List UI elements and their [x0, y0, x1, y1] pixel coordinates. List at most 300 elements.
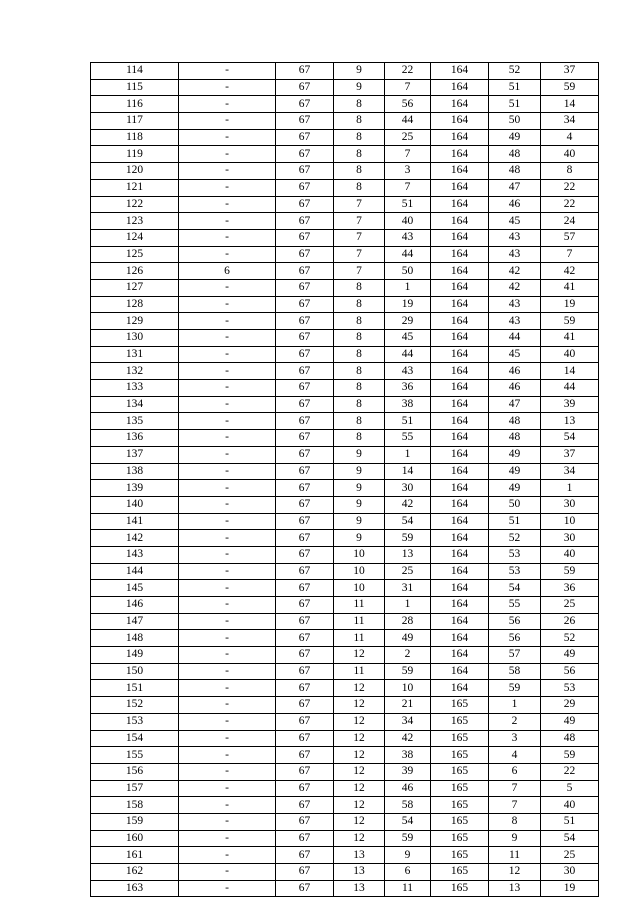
marker-cell: -	[179, 613, 276, 630]
value-e-cell: 49	[489, 463, 541, 480]
value-b-cell: 10	[334, 580, 385, 597]
value-b-cell: 7	[334, 229, 385, 246]
value-f-cell: 25	[541, 597, 599, 614]
value-c-cell: 45	[385, 330, 431, 347]
value-d-cell: 164	[431, 79, 489, 96]
value-b-cell: 9	[334, 480, 385, 497]
value-d-cell: 165	[431, 797, 489, 814]
value-a-cell: 67	[276, 880, 334, 897]
table-row	[91, 313, 599, 330]
value-d-cell: 164	[431, 346, 489, 363]
marker-cell: -	[179, 380, 276, 397]
row-number-cell: 126	[91, 263, 179, 280]
value-d-cell: 164	[431, 647, 489, 664]
value-a-cell: 67	[276, 96, 334, 113]
value-a-cell: 67	[276, 513, 334, 530]
value-d-cell: 165	[431, 864, 489, 881]
value-a-cell: 67	[276, 179, 334, 196]
value-e-cell: 53	[489, 546, 541, 563]
marker-cell: -	[179, 146, 276, 163]
value-d-cell: 164	[431, 246, 489, 263]
row-number-cell: 131	[91, 346, 179, 363]
value-a-cell: 67	[276, 613, 334, 630]
value-d-cell: 164	[431, 530, 489, 547]
value-f-cell: 19	[541, 296, 599, 313]
table-row	[91, 380, 599, 397]
table-row	[91, 713, 599, 730]
table-row	[91, 563, 599, 580]
marker-cell: -	[179, 246, 276, 263]
marker-cell: -	[179, 113, 276, 130]
row-number-cell: 142	[91, 530, 179, 547]
value-d-cell: 165	[431, 763, 489, 780]
value-f-cell: 25	[541, 847, 599, 864]
marker-cell: -	[179, 597, 276, 614]
value-d-cell: 164	[431, 146, 489, 163]
value-b-cell: 9	[334, 446, 385, 463]
marker-cell: -	[179, 196, 276, 213]
value-b-cell: 8	[334, 430, 385, 447]
row-number-cell: 139	[91, 480, 179, 497]
row-number-cell: 136	[91, 430, 179, 447]
value-d-cell: 164	[431, 313, 489, 330]
value-c-cell: 59	[385, 830, 431, 847]
marker-cell: -	[179, 813, 276, 830]
table-row	[91, 296, 599, 313]
value-c-cell: 1	[385, 597, 431, 614]
value-f-cell: 30	[541, 530, 599, 547]
value-b-cell: 8	[334, 113, 385, 130]
value-d-cell: 164	[431, 463, 489, 480]
row-number-cell: 124	[91, 229, 179, 246]
value-f-cell: 54	[541, 430, 599, 447]
row-number-cell: 133	[91, 380, 179, 397]
table-row	[91, 279, 599, 296]
value-e-cell: 51	[489, 79, 541, 96]
value-d-cell: 164	[431, 163, 489, 180]
value-e-cell: 42	[489, 263, 541, 280]
value-a-cell: 67	[276, 546, 334, 563]
value-a-cell: 67	[276, 330, 334, 347]
value-b-cell: 10	[334, 546, 385, 563]
table-row	[91, 363, 599, 380]
table-row	[91, 730, 599, 747]
row-number-cell: 140	[91, 496, 179, 513]
value-d-cell: 164	[431, 680, 489, 697]
table-row	[91, 163, 599, 180]
value-e-cell: 4	[489, 747, 541, 764]
value-b-cell: 8	[334, 330, 385, 347]
value-c-cell: 11	[385, 880, 431, 897]
value-a-cell: 67	[276, 446, 334, 463]
value-c-cell: 30	[385, 480, 431, 497]
value-d-cell: 164	[431, 63, 489, 80]
marker-cell: -	[179, 313, 276, 330]
value-a-cell: 67	[276, 647, 334, 664]
value-a-cell: 67	[276, 480, 334, 497]
table-row	[91, 546, 599, 563]
row-number-cell: 128	[91, 296, 179, 313]
value-f-cell: 34	[541, 463, 599, 480]
value-f-cell: 49	[541, 647, 599, 664]
value-e-cell: 43	[489, 313, 541, 330]
value-d-cell: 164	[431, 263, 489, 280]
row-number-cell: 151	[91, 680, 179, 697]
value-c-cell: 28	[385, 613, 431, 630]
value-b-cell: 9	[334, 63, 385, 80]
value-a-cell: 67	[276, 813, 334, 830]
value-d-cell: 164	[431, 446, 489, 463]
marker-cell: -	[179, 697, 276, 714]
value-c-cell: 43	[385, 229, 431, 246]
row-number-cell: 118	[91, 129, 179, 146]
row-number-cell: 150	[91, 663, 179, 680]
table-row	[91, 830, 599, 847]
row-number-cell: 145	[91, 580, 179, 597]
value-a-cell: 67	[276, 697, 334, 714]
value-c-cell: 6	[385, 864, 431, 881]
marker-cell: -	[179, 563, 276, 580]
value-b-cell: 9	[334, 496, 385, 513]
value-c-cell: 39	[385, 763, 431, 780]
value-e-cell: 46	[489, 363, 541, 380]
value-e-cell: 7	[489, 780, 541, 797]
table-row	[91, 213, 599, 230]
value-a-cell: 67	[276, 196, 334, 213]
value-f-cell: 52	[541, 630, 599, 647]
row-number-cell: 141	[91, 513, 179, 530]
table-row	[91, 847, 599, 864]
table-row	[91, 780, 599, 797]
value-b-cell: 9	[334, 463, 385, 480]
value-f-cell: 19	[541, 880, 599, 897]
value-c-cell: 44	[385, 246, 431, 263]
value-e-cell: 58	[489, 663, 541, 680]
value-f-cell: 41	[541, 330, 599, 347]
value-e-cell: 42	[489, 279, 541, 296]
value-d-cell: 164	[431, 229, 489, 246]
table-body	[91, 63, 599, 897]
marker-cell: -	[179, 179, 276, 196]
table-row	[91, 196, 599, 213]
value-e-cell: 45	[489, 213, 541, 230]
value-d-cell: 164	[431, 430, 489, 447]
table-row	[91, 813, 599, 830]
table-row	[91, 129, 599, 146]
marker-cell: -	[179, 747, 276, 764]
value-c-cell: 43	[385, 363, 431, 380]
value-b-cell: 12	[334, 697, 385, 714]
value-d-cell: 164	[431, 613, 489, 630]
value-c-cell: 1	[385, 446, 431, 463]
value-d-cell: 164	[431, 129, 489, 146]
value-d-cell: 164	[431, 580, 489, 597]
value-d-cell: 164	[431, 546, 489, 563]
marker-cell: -	[179, 79, 276, 96]
value-c-cell: 40	[385, 213, 431, 230]
value-a-cell: 67	[276, 263, 334, 280]
value-b-cell: 11	[334, 630, 385, 647]
marker-cell: -	[179, 229, 276, 246]
value-f-cell: 40	[541, 146, 599, 163]
marker-cell: 6	[179, 263, 276, 280]
value-a-cell: 67	[276, 430, 334, 447]
value-e-cell: 43	[489, 246, 541, 263]
value-f-cell: 30	[541, 864, 599, 881]
marker-cell: -	[179, 797, 276, 814]
table-row	[91, 430, 599, 447]
value-c-cell: 19	[385, 296, 431, 313]
value-d-cell: 165	[431, 880, 489, 897]
value-a-cell: 67	[276, 797, 334, 814]
row-number-cell: 117	[91, 113, 179, 130]
value-a-cell: 67	[276, 864, 334, 881]
table-row	[91, 396, 599, 413]
marker-cell: -	[179, 847, 276, 864]
value-a-cell: 67	[276, 396, 334, 413]
table-row	[91, 63, 599, 80]
value-a-cell: 67	[276, 780, 334, 797]
value-d-cell: 164	[431, 630, 489, 647]
row-number-cell: 153	[91, 713, 179, 730]
row-number-cell: 129	[91, 313, 179, 330]
value-d-cell: 164	[431, 380, 489, 397]
table-row	[91, 513, 599, 530]
value-d-cell: 164	[431, 296, 489, 313]
value-e-cell: 48	[489, 413, 541, 430]
value-f-cell: 24	[541, 213, 599, 230]
value-f-cell: 44	[541, 380, 599, 397]
table-row	[91, 530, 599, 547]
value-c-cell: 55	[385, 430, 431, 447]
table-row	[91, 179, 599, 196]
value-c-cell: 2	[385, 647, 431, 664]
value-a-cell: 67	[276, 680, 334, 697]
value-a-cell: 67	[276, 113, 334, 130]
marker-cell: -	[179, 713, 276, 730]
value-c-cell: 7	[385, 79, 431, 96]
table-row	[91, 79, 599, 96]
row-number-cell: 160	[91, 830, 179, 847]
value-a-cell: 67	[276, 296, 334, 313]
value-e-cell: 48	[489, 146, 541, 163]
value-b-cell: 11	[334, 663, 385, 680]
row-number-cell: 116	[91, 96, 179, 113]
value-f-cell: 59	[541, 563, 599, 580]
value-c-cell: 44	[385, 113, 431, 130]
value-a-cell: 67	[276, 496, 334, 513]
value-f-cell: 14	[541, 96, 599, 113]
value-d-cell: 164	[431, 563, 489, 580]
value-e-cell: 54	[489, 580, 541, 597]
value-d-cell: 165	[431, 813, 489, 830]
value-a-cell: 67	[276, 129, 334, 146]
value-b-cell: 8	[334, 179, 385, 196]
value-b-cell: 8	[334, 146, 385, 163]
table-row	[91, 446, 599, 463]
value-b-cell: 11	[334, 613, 385, 630]
row-number-cell: 138	[91, 463, 179, 480]
marker-cell: -	[179, 463, 276, 480]
value-f-cell: 22	[541, 196, 599, 213]
value-d-cell: 164	[431, 330, 489, 347]
value-b-cell: 12	[334, 763, 385, 780]
value-f-cell: 40	[541, 346, 599, 363]
value-f-cell: 36	[541, 580, 599, 597]
value-c-cell: 1	[385, 279, 431, 296]
marker-cell: -	[179, 546, 276, 563]
value-c-cell: 21	[385, 697, 431, 714]
value-f-cell: 37	[541, 63, 599, 80]
value-b-cell: 12	[334, 813, 385, 830]
table-row	[91, 747, 599, 764]
value-e-cell: 51	[489, 513, 541, 530]
value-a-cell: 67	[276, 763, 334, 780]
value-c-cell: 14	[385, 463, 431, 480]
value-c-cell: 25	[385, 129, 431, 146]
value-d-cell: 164	[431, 279, 489, 296]
value-e-cell: 43	[489, 229, 541, 246]
value-f-cell: 7	[541, 246, 599, 263]
marker-cell: -	[179, 830, 276, 847]
marker-cell: -	[179, 513, 276, 530]
value-a-cell: 67	[276, 663, 334, 680]
value-e-cell: 48	[489, 430, 541, 447]
row-number-cell: 130	[91, 330, 179, 347]
marker-cell: -	[179, 763, 276, 780]
marker-cell: -	[179, 647, 276, 664]
value-a-cell: 67	[276, 146, 334, 163]
value-e-cell: 7	[489, 797, 541, 814]
value-b-cell: 8	[334, 279, 385, 296]
row-number-cell: 158	[91, 797, 179, 814]
value-e-cell: 1	[489, 697, 541, 714]
value-e-cell: 56	[489, 613, 541, 630]
value-e-cell: 49	[489, 446, 541, 463]
table-row	[91, 229, 599, 246]
value-d-cell: 164	[431, 196, 489, 213]
value-e-cell: 56	[489, 630, 541, 647]
table-row	[91, 797, 599, 814]
value-c-cell: 38	[385, 747, 431, 764]
table-row	[91, 113, 599, 130]
row-number-cell: 115	[91, 79, 179, 96]
row-number-cell: 162	[91, 864, 179, 881]
value-e-cell: 52	[489, 530, 541, 547]
value-f-cell: 41	[541, 279, 599, 296]
marker-cell: -	[179, 630, 276, 647]
value-b-cell: 8	[334, 313, 385, 330]
row-number-cell: 159	[91, 813, 179, 830]
value-f-cell: 59	[541, 79, 599, 96]
value-e-cell: 52	[489, 63, 541, 80]
row-number-cell: 119	[91, 146, 179, 163]
marker-cell: -	[179, 330, 276, 347]
table-row	[91, 663, 599, 680]
value-e-cell: 59	[489, 680, 541, 697]
value-f-cell: 22	[541, 179, 599, 196]
marker-cell: -	[179, 530, 276, 547]
marker-cell: -	[179, 430, 276, 447]
value-c-cell: 56	[385, 96, 431, 113]
value-b-cell: 7	[334, 213, 385, 230]
value-d-cell: 164	[431, 513, 489, 530]
value-b-cell: 8	[334, 296, 385, 313]
value-e-cell: 57	[489, 647, 541, 664]
value-a-cell: 67	[276, 730, 334, 747]
value-c-cell: 42	[385, 496, 431, 513]
value-f-cell: 22	[541, 763, 599, 780]
value-c-cell: 49	[385, 630, 431, 647]
value-e-cell: 47	[489, 179, 541, 196]
row-number-cell: 147	[91, 613, 179, 630]
value-a-cell: 67	[276, 830, 334, 847]
row-number-cell: 125	[91, 246, 179, 263]
value-d-cell: 164	[431, 179, 489, 196]
marker-cell: -	[179, 663, 276, 680]
value-c-cell: 7	[385, 179, 431, 196]
value-a-cell: 67	[276, 363, 334, 380]
value-b-cell: 12	[334, 780, 385, 797]
table-row	[91, 697, 599, 714]
value-e-cell: 12	[489, 864, 541, 881]
value-b-cell: 13	[334, 880, 385, 897]
value-d-cell: 165	[431, 780, 489, 797]
row-number-cell: 149	[91, 647, 179, 664]
value-b-cell: 9	[334, 513, 385, 530]
value-d-cell: 164	[431, 597, 489, 614]
marker-cell: -	[179, 296, 276, 313]
value-f-cell: 5	[541, 780, 599, 797]
table-row	[91, 146, 599, 163]
value-f-cell: 54	[541, 830, 599, 847]
value-b-cell: 11	[334, 597, 385, 614]
table-row	[91, 346, 599, 363]
value-d-cell: 164	[431, 496, 489, 513]
value-b-cell: 8	[334, 96, 385, 113]
marker-cell: -	[179, 780, 276, 797]
value-c-cell: 59	[385, 663, 431, 680]
value-b-cell: 12	[334, 730, 385, 747]
value-b-cell: 12	[334, 713, 385, 730]
marker-cell: -	[179, 346, 276, 363]
value-c-cell: 22	[385, 63, 431, 80]
table-row	[91, 263, 599, 280]
value-b-cell: 7	[334, 263, 385, 280]
value-b-cell: 12	[334, 747, 385, 764]
value-b-cell: 13	[334, 864, 385, 881]
value-b-cell: 12	[334, 797, 385, 814]
table-row	[91, 463, 599, 480]
data-table	[90, 62, 599, 897]
value-f-cell: 53	[541, 680, 599, 697]
value-f-cell: 30	[541, 496, 599, 513]
table-row	[91, 613, 599, 630]
row-number-cell: 163	[91, 880, 179, 897]
value-f-cell: 42	[541, 263, 599, 280]
marker-cell: -	[179, 279, 276, 296]
value-c-cell: 25	[385, 563, 431, 580]
value-c-cell: 51	[385, 196, 431, 213]
value-a-cell: 67	[276, 213, 334, 230]
value-a-cell: 67	[276, 229, 334, 246]
value-f-cell: 34	[541, 113, 599, 130]
value-e-cell: 13	[489, 880, 541, 897]
row-number-cell: 122	[91, 196, 179, 213]
row-number-cell: 127	[91, 279, 179, 296]
value-f-cell: 4	[541, 129, 599, 146]
value-e-cell: 47	[489, 396, 541, 413]
